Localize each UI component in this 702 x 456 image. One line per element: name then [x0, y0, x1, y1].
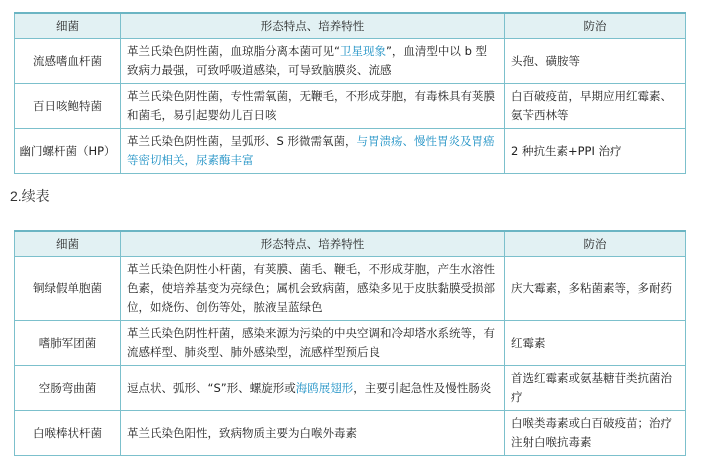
- table-row: [15, 366, 686, 411]
- features-cell: [121, 84, 505, 129]
- table-header-row: [15, 13, 686, 39]
- table-body: [15, 257, 686, 456]
- features-cell: [121, 39, 505, 84]
- highlighted-text: 卫星现象: [339, 44, 386, 58]
- header-treatment: 防治: [505, 13, 686, 39]
- header-treatment: 防治: [505, 231, 686, 257]
- feature-text: 革兰氏染色阳性，致病物质主要为白喉外毒素: [127, 425, 357, 440]
- header-features: 形态特点、培养特性: [121, 231, 505, 257]
- table-row: [15, 84, 686, 129]
- treatment-cell: 白百破疫苗，早期应用红霉素、氨苄西林等: [505, 84, 686, 129]
- feature-text: ，主要引起急性及慢性肠炎: [353, 380, 492, 395]
- bacteria-table-2: [14, 230, 686, 456]
- treatment-cell: 红霉素: [505, 321, 686, 366]
- highlighted-text: 海鸥展翅形: [295, 380, 354, 395]
- features-cell: [121, 321, 505, 366]
- table-row: [15, 411, 686, 456]
- feature-text: 革兰氏染色阴性小杆菌，有荚膜、菌毛、鞭毛，不形成芽胞，产生水溶性色素，使培养基变为亮绿色；属机会致病菌，感染多见于皮肤黏膜受损部位，如烧伤、创伤等处，脓液呈蓝绿色: [127, 262, 495, 314]
- bacteria-table-1: [14, 12, 686, 174]
- bacteria-name-cell: 嗜肺军团菌: [15, 321, 121, 366]
- feature-text: 逗点状、弧形、“S”形、螺旋形或: [127, 380, 296, 395]
- features-cell: [121, 411, 505, 456]
- feature-text: 革兰氏染色阴性菌，血琼脂分离本菌可见“: [127, 44, 340, 58]
- treatment-cell: 庆大霉素，多粘菌素等，多耐药: [505, 257, 686, 321]
- highlighted-text: 与胃溃疡、慢性胃炎及胃癌等密切相关，尿素酶丰富: [127, 134, 495, 167]
- section-title: 2.续表: [10, 188, 50, 204]
- treatment-cell: 首选红霉素或氨基糖苷类抗菌治疗: [505, 366, 686, 411]
- bacteria-name-cell: 空肠弯曲菌: [15, 366, 121, 411]
- table-row: [15, 257, 686, 321]
- bacteria-name-cell: 铜绿假单胞菌: [15, 257, 121, 321]
- treatment-cell: 2 种抗生素+PPI 治疗: [505, 129, 686, 174]
- table-row: [15, 129, 686, 174]
- features-cell: [121, 366, 505, 411]
- table-body: [15, 39, 686, 174]
- header-bacteria: 细菌: [15, 231, 121, 257]
- features-cell: [121, 129, 505, 174]
- feature-text: 革兰氏染色阴性杆菌，感染来源为污染的中央空调和冷却塔水系统等，有流感样型、肺炎型、肺外感染型，流感样型预后良: [127, 326, 495, 359]
- feature-text: 革兰氏染色阴性菌，呈弧形、S 形微需氧菌，: [127, 134, 357, 148]
- bacteria-name-cell: 百日咳鲍特菌: [15, 84, 121, 129]
- treatment-cell: 白喉类毒素或白百破疫苗；治疗注射白喉抗毒素: [505, 411, 686, 456]
- features-cell: [121, 257, 505, 321]
- header-features: 形态特点、培养特性: [121, 13, 505, 39]
- feature-text: ”，血清型中以 b 型致病力最强，可致呼吸道感染，可导致脑膜炎、流感: [127, 44, 488, 77]
- treatment-cell: 头孢、磺胺等: [505, 39, 686, 84]
- table-row: [15, 39, 686, 84]
- bacteria-name-cell: 流感嗜血杆菌: [15, 39, 121, 84]
- feature-text: 革兰氏染色阴性菌，专性需氧菌，无鞭毛，不形成芽胞，有毒株具有荚膜和菌毛，易引起婴幼儿百日咳: [127, 89, 495, 122]
- table-row: [15, 321, 686, 366]
- bacteria-name-cell: 幽门螺杆菌（HP）: [15, 129, 121, 174]
- header-bacteria: 细菌: [15, 13, 121, 39]
- bacteria-name-cell: 白喉棒状杆菌: [15, 411, 121, 456]
- table-header-row: [15, 231, 686, 257]
